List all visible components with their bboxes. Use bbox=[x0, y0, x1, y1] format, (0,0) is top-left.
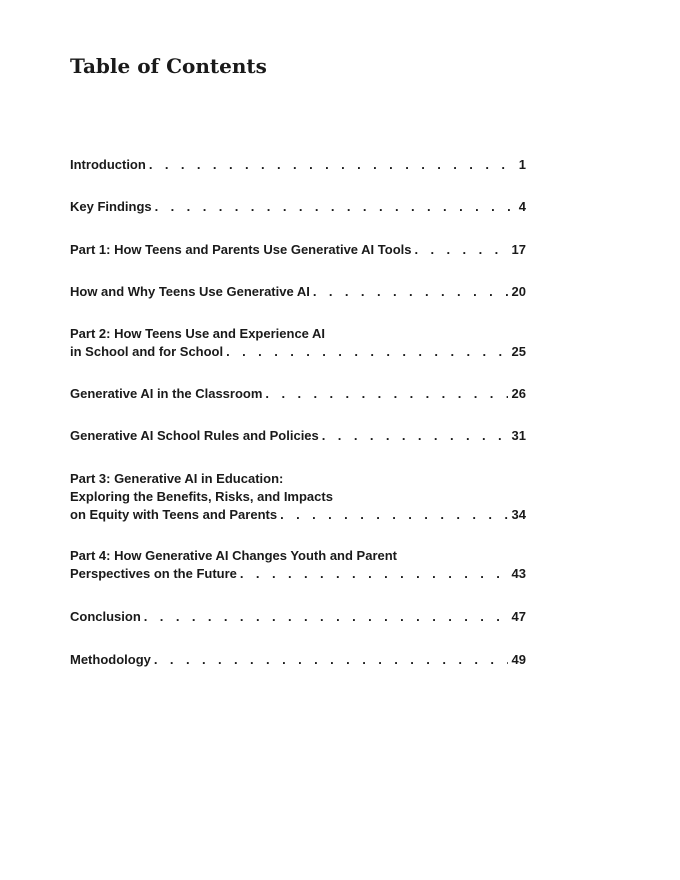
toc-line bbox=[70, 385, 526, 403]
toc-entry-conclusion[interactable] bbox=[70, 608, 526, 626]
toc-page-number: 17 bbox=[511, 242, 526, 257]
toc-entry-title: Generative AI in the Classroom bbox=[70, 386, 263, 401]
toc-entry-title: Conclusion bbox=[70, 609, 141, 624]
toc-page-number: 25 bbox=[511, 344, 526, 359]
toc-entry-introduction[interactable] bbox=[70, 156, 526, 174]
toc-entry-part-4[interactable] bbox=[70, 547, 526, 583]
toc-entry-key-findings[interactable] bbox=[70, 198, 526, 216]
toc-entry-title: Introduction bbox=[70, 157, 146, 172]
toc-entry-title: Part 1: How Teens and Parents Use Generative AI Tools bbox=[70, 242, 412, 257]
toc-entry-title: Methodology bbox=[70, 652, 151, 667]
toc-entry-part-3[interactable] bbox=[70, 470, 526, 524]
toc-line bbox=[70, 343, 526, 361]
toc-line bbox=[70, 156, 526, 174]
dot-leader bbox=[154, 651, 508, 669]
toc-line bbox=[70, 565, 526, 583]
toc-line bbox=[70, 506, 526, 524]
dot-leader bbox=[144, 608, 508, 626]
page-title: Table of Contents bbox=[70, 54, 267, 78]
dot-leader bbox=[155, 198, 515, 216]
dot-leader bbox=[240, 565, 508, 583]
toc-line bbox=[70, 488, 526, 506]
toc-line bbox=[70, 427, 526, 445]
toc-line bbox=[70, 470, 526, 488]
toc-line bbox=[70, 198, 526, 216]
toc-entry-methodology[interactable] bbox=[70, 651, 526, 669]
toc-entry-how-and-why[interactable] bbox=[70, 283, 526, 301]
toc-entry-classroom[interactable] bbox=[70, 385, 526, 403]
toc-page-number: 31 bbox=[511, 428, 526, 443]
toc-page-number: 4 bbox=[518, 199, 526, 214]
dot-leader bbox=[149, 156, 515, 174]
toc-entry-title: Generative AI School Rules and Policies bbox=[70, 428, 319, 443]
toc-line bbox=[70, 651, 526, 669]
toc-entry-title: Part 3: Generative AI in Education: bbox=[70, 471, 284, 486]
dot-leader bbox=[280, 506, 507, 524]
toc-entry-title: Exploring the Benefits, Risks, and Impacts bbox=[70, 489, 333, 504]
toc-entry-title: Part 2: How Teens Use and Experience AI bbox=[70, 326, 326, 341]
toc-line bbox=[70, 325, 526, 343]
toc-entry-part-2[interactable] bbox=[70, 325, 526, 361]
toc-line bbox=[70, 283, 526, 301]
toc-line bbox=[70, 608, 526, 626]
toc-entry-title: Key Findings bbox=[70, 199, 152, 214]
toc-page-number: 26 bbox=[511, 386, 526, 401]
toc-entry-part-1[interactable] bbox=[70, 241, 526, 259]
dot-leader bbox=[322, 427, 508, 445]
dot-leader bbox=[265, 385, 507, 403]
toc-page-number: 34 bbox=[511, 507, 526, 522]
toc-page-number: 1 bbox=[518, 157, 526, 172]
toc-entry-title: Perspectives on the Future bbox=[70, 566, 237, 581]
dot-leader bbox=[414, 241, 507, 259]
dot-leader bbox=[226, 343, 507, 361]
toc-page-number: 20 bbox=[511, 284, 526, 299]
toc-entry-title: How and Why Teens Use Generative AI bbox=[70, 284, 310, 299]
toc-page-number: 49 bbox=[511, 652, 526, 667]
toc-entry-school-rules[interactable] bbox=[70, 427, 526, 445]
dot-leader bbox=[313, 283, 508, 301]
toc-page-number: 43 bbox=[511, 566, 526, 581]
toc-entry-title: on Equity with Teens and Parents bbox=[70, 507, 278, 522]
toc-line bbox=[70, 241, 526, 259]
toc-line bbox=[70, 547, 526, 565]
toc-entry-title: Part 4: How Generative AI Changes Youth and Parent bbox=[70, 548, 397, 563]
toc-entry-title: in School and for School bbox=[70, 344, 224, 359]
toc-page-number: 47 bbox=[511, 609, 526, 624]
